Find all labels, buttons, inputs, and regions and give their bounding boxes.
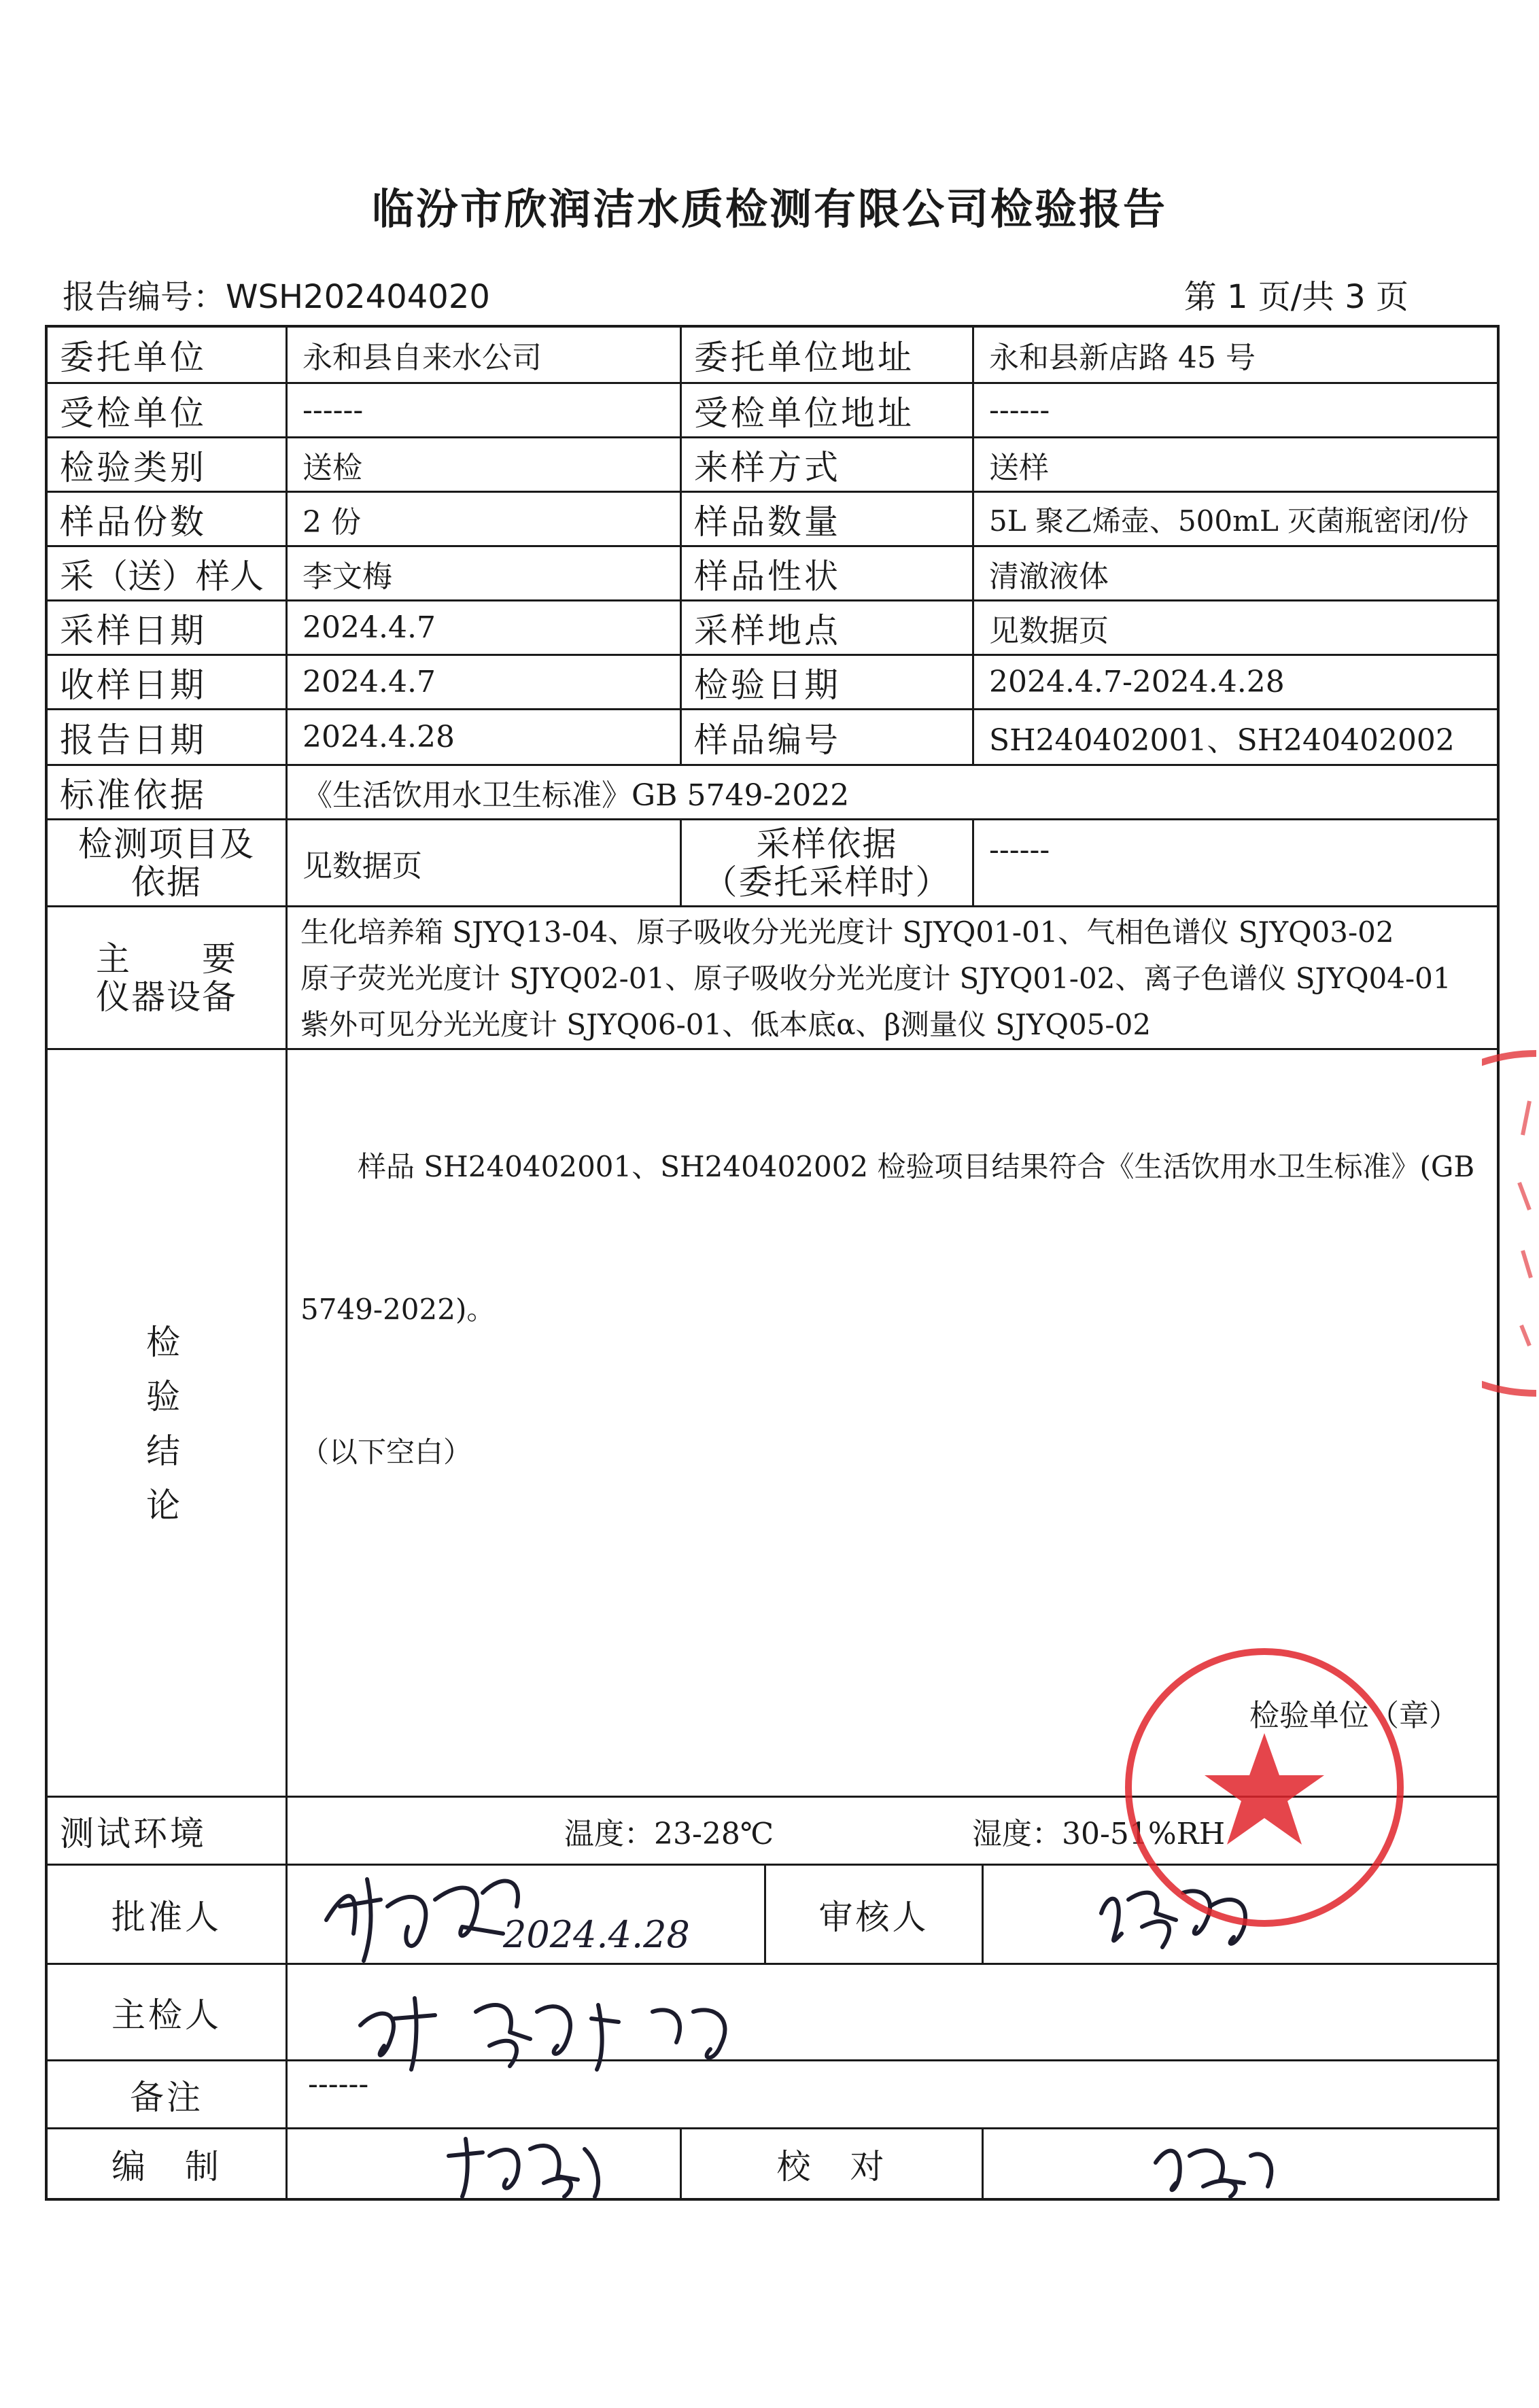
- label-sampler: 采（送）样人: [60, 556, 264, 596]
- page-seam-stamp: [1482, 1047, 1539, 1400]
- label-sample-delivery: 来样方式: [694, 447, 841, 487]
- value-sampling-location: 见数据页: [989, 613, 1109, 648]
- equipment-line: 生化培养箱 SJYQ13-04、原子吸收分光光度计 SJYQ01-01、气相色谱仪 SJYQ03-02: [300, 915, 1394, 949]
- label-client: 委托单位: [60, 338, 207, 377]
- value-sample-quantity: 5L 聚乙烯壶、500mL 灭菌瓶密闭/份: [989, 504, 1469, 538]
- value-report-date: 2024.4.28: [302, 720, 455, 754]
- label-test-environment: 测试环境: [60, 1813, 207, 1853]
- label-inspection-type: 检验类别: [60, 447, 207, 487]
- equipment-list: [300, 909, 1490, 1048]
- page-info: 第 1 页/共 3 页: [1183, 278, 1408, 316]
- checker-signature: [1142, 2129, 1292, 2203]
- report-title: 临汾市欣润洁水质检测有限公司检验报告: [371, 184, 1167, 234]
- value-client: 永和县自来水公司: [302, 341, 542, 375]
- label-sample-quantity: 样品数量: [694, 502, 841, 542]
- label-remarks: 备注: [130, 2077, 203, 2117]
- compiler-signature: [442, 2129, 619, 2203]
- value-received-date: 2024.4.7: [302, 665, 436, 699]
- label-compiler: 编 制: [111, 2146, 222, 2186]
- label-inspected-unit: 受检单位: [60, 393, 207, 433]
- label-client-address: 委托单位地址: [694, 338, 914, 377]
- label-standard-basis: 标准依据: [60, 775, 207, 815]
- label-approver: 批准人: [111, 1897, 222, 1937]
- conclusion-line: 样品 SH240402001、SH240402002 检验项目结果符合《生活饮用水卫生标准》(GB: [300, 1150, 1475, 1183]
- value-inspection-type: 送检: [302, 450, 362, 485]
- equipment-line: 原子荧光光度计 SJYQ02-01、原子吸收分光光度计 SJYQ01-02、离子色谱仪 SJYQ04-01: [300, 962, 1451, 995]
- label-sample-state: 样品性状: [694, 556, 841, 596]
- equipment-line: 紫外可见分光光度计 SJYQ06-01、低本底α、β测量仪 SJYQ05-02: [300, 1008, 1152, 1041]
- value-sample-count: 2 份: [302, 504, 361, 540]
- value-remarks: ------: [308, 2067, 369, 2101]
- value-sampling-basis: ------: [989, 833, 1050, 867]
- label-test-items: [48, 820, 286, 905]
- conclusion-text: [300, 1048, 1490, 1524]
- label-equipment: [48, 907, 286, 1048]
- label-equipment-line1: 主 要: [96, 939, 237, 979]
- label-sampling-location: 采样地点: [694, 610, 841, 650]
- label-test-items-line2: 依据: [131, 862, 202, 902]
- report-number: [63, 271, 490, 317]
- value-client-address: 永和县新店路 45 号: [989, 341, 1256, 375]
- value-inspection-date: 2024.4.7-2024.4.28: [989, 665, 1285, 699]
- label-inspector: 主检人: [111, 1995, 222, 2035]
- report-number-value: WSH202404020: [226, 278, 490, 316]
- label-sampling-basis-line1: 采样依据: [756, 824, 898, 864]
- value-sampler: 李文梅: [302, 559, 392, 594]
- report-number-label: 报告编号：: [63, 278, 226, 316]
- approver-signature: [299, 1859, 761, 1968]
- value-temperature: 温度：23-28℃: [564, 1816, 774, 1851]
- value-sampling-date: 2024.4.7: [302, 610, 436, 645]
- label-equipment-line2: 仪器设备: [96, 977, 237, 1017]
- label-inspected-address: 受检单位地址: [694, 393, 914, 433]
- value-humidity: 湿度：30-51%RH: [972, 1816, 1226, 1851]
- seal-caption: 检验单位（章）: [1249, 1698, 1459, 1733]
- value-standard-basis: 《生活饮用水卫生标准》GB 5749-2022: [302, 778, 850, 813]
- label-conclusion: 检 验 结 论: [146, 1323, 180, 1525]
- value-test-items: 见数据页: [302, 848, 422, 884]
- conclusion-blank-note: （以下空白）: [300, 1435, 472, 1469]
- label-sample-id: 样品编号: [694, 720, 841, 760]
- value-inspected-unit: ------: [302, 393, 364, 427]
- value-inspected-address: ------: [989, 393, 1050, 427]
- label-inspection-date: 检验日期: [694, 665, 841, 705]
- value-sample-state: 清澈液体: [989, 559, 1109, 594]
- label-test-items-line1: 检测项目及: [78, 824, 255, 864]
- label-sampling-basis-line2: （委托采样时）: [703, 862, 951, 902]
- label-reviewer: 审核人: [818, 1897, 929, 1937]
- label-sampling-basis: [682, 820, 972, 905]
- conclusion-line: 5749-2022)。: [300, 1293, 496, 1326]
- value-sample-id: SH240402001、SH240402002: [989, 722, 1455, 758]
- label-sample-count: 样品份数: [60, 502, 207, 542]
- inspection-seal-stamp: [1108, 1631, 1421, 1944]
- inspector-signatures: [353, 1985, 775, 2080]
- label-sampling-date: 采样日期: [60, 610, 207, 650]
- value-sample-delivery: 送样: [989, 450, 1049, 485]
- approver-date: 2024.4.28: [503, 1913, 690, 1956]
- label-received-date: 收样日期: [60, 665, 207, 705]
- label-report-date: 报告日期: [60, 720, 207, 760]
- label-checker: 校 对: [776, 2146, 887, 2186]
